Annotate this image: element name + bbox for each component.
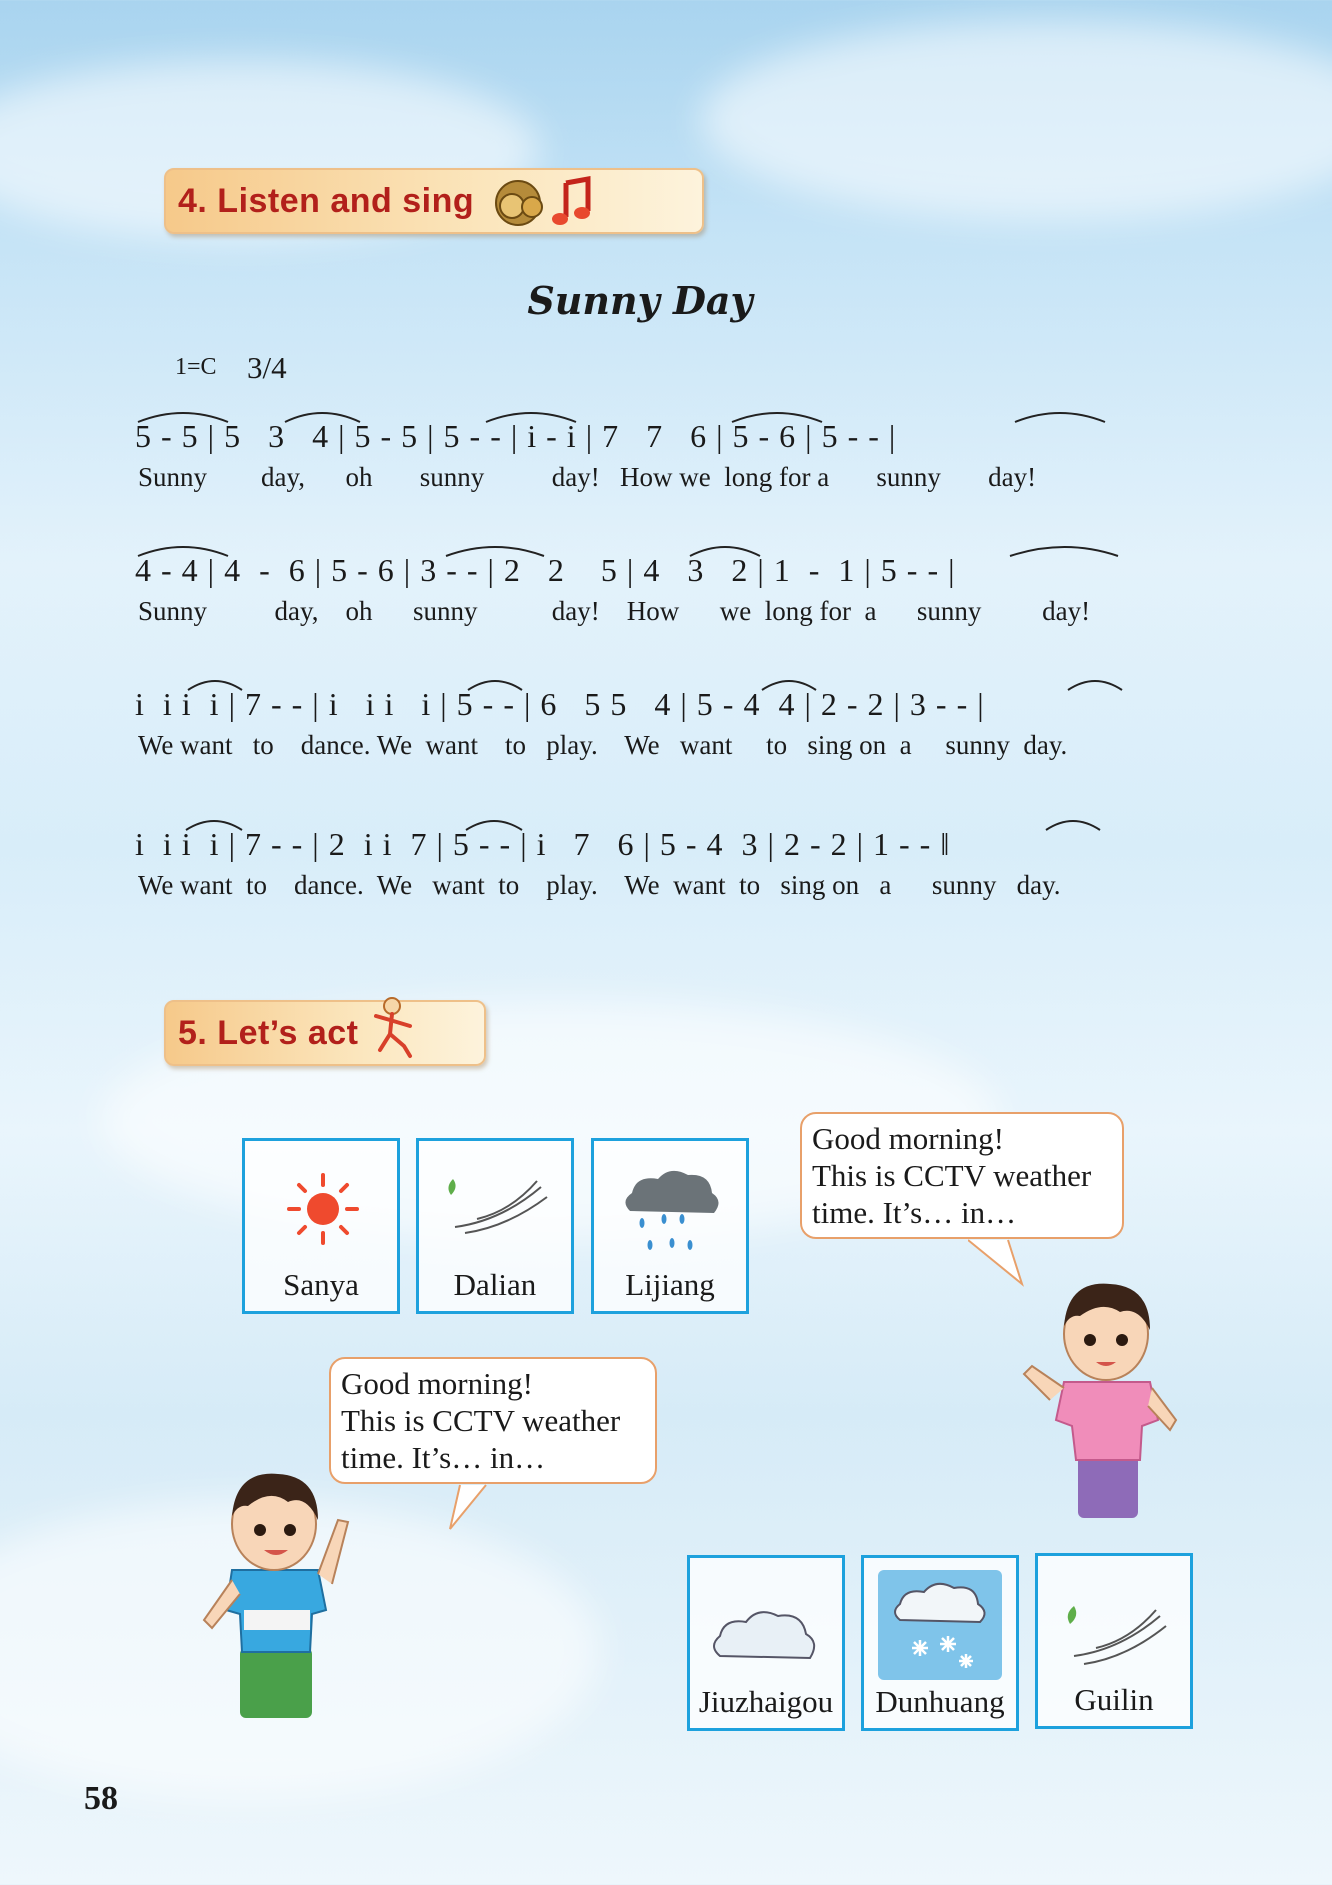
lyrics-row-3: We want to dance. We want to play. We want to sing on a sunny day. <box>138 730 1068 760</box>
notes-row-1: 5 - 5 | 5 3 4 | 5 - 5 | 5 - - | i - i | 7 7 6 | 5 - 6 | 5 - - | <box>135 418 897 454</box>
speech-bubble-left <box>329 1357 657 1484</box>
time-signature: 3/4 <box>247 350 287 385</box>
city-name: Jiuzhaigou <box>698 1684 834 1719</box>
bubble-tail <box>446 1483 526 1533</box>
section-title: 5. Let’s act <box>178 1013 359 1052</box>
notes-row-4: i i i i | 7 - - | 2 i i 7 | 5 - - | i 7 6 | 5 - 4 3 | 2 - 2 | 1 - - ‖ <box>135 826 951 862</box>
wind-icon <box>1060 1596 1170 1676</box>
dancing-figure-icon <box>368 996 424 1062</box>
song-title: Sunny Day <box>527 278 753 323</box>
bubble-line: This is CCTV weather <box>812 1158 1092 1193</box>
section-title: 4. Listen and sing <box>178 181 475 220</box>
snow-cloud-icon <box>878 1570 1002 1680</box>
lyrics-row-4: We want to dance. We want to play. We want to sing on a sunny day. <box>138 870 1061 900</box>
city-card-dunhuang[interactable] <box>861 1555 1019 1731</box>
notes-row-2: 4 - 4 | 4 - 6 | 5 - 6 | 3 - - | 2 2 5 | 4 3 2 | 1 - 1 | 5 - - | <box>135 552 956 588</box>
city-card-jiuzhaigou[interactable] <box>687 1555 845 1731</box>
section-banner-lets-act <box>164 1000 486 1066</box>
boy-pink-shirt-illustration <box>1010 1270 1200 1530</box>
bubble-line: time. It’s… in… <box>341 1440 546 1475</box>
city-name: Guilin <box>1074 1682 1154 1717</box>
rain-cloud-icon <box>614 1161 724 1261</box>
bubble-line: Good morning! <box>341 1366 534 1401</box>
sun-icon <box>283 1169 363 1249</box>
wind-icon <box>441 1167 551 1247</box>
bubble-line: This is CCTV weather <box>341 1403 621 1438</box>
city-name: Lijiang <box>625 1267 715 1302</box>
city-card-dalian[interactable] <box>416 1138 574 1314</box>
cloud-icon <box>706 1596 826 1676</box>
speech-bubble-right <box>800 1112 1124 1239</box>
city-name: Dunhuang <box>875 1684 1005 1719</box>
city-card-sanya[interactable] <box>242 1138 400 1314</box>
key-signature: 1=C <box>175 354 217 380</box>
city-card-guilin[interactable] <box>1035 1553 1193 1729</box>
page-number: 58 <box>84 1780 118 1817</box>
city-card-lijiang[interactable] <box>591 1138 749 1314</box>
lyrics-row-2: Sunny day, oh sunny day! How we long for a sunny day! <box>138 596 1091 626</box>
bubble-line: time. It’s… in… <box>812 1195 1017 1230</box>
boy-blue-shirt-illustration <box>188 1460 368 1730</box>
city-name: Dalian <box>453 1267 537 1302</box>
bubble-line: Good morning! <box>812 1121 1005 1156</box>
lyrics-row-1: Sunny day, oh sunny day! How we long for a sunny day! <box>138 462 1037 492</box>
notes-row-3: i i i i | 7 - - | i i i i | 5 - - | 6 5 5 4 | 5 - 4 4 | 2 - 2 | 3 - - | <box>135 686 985 722</box>
city-name: Sanya <box>283 1267 359 1302</box>
